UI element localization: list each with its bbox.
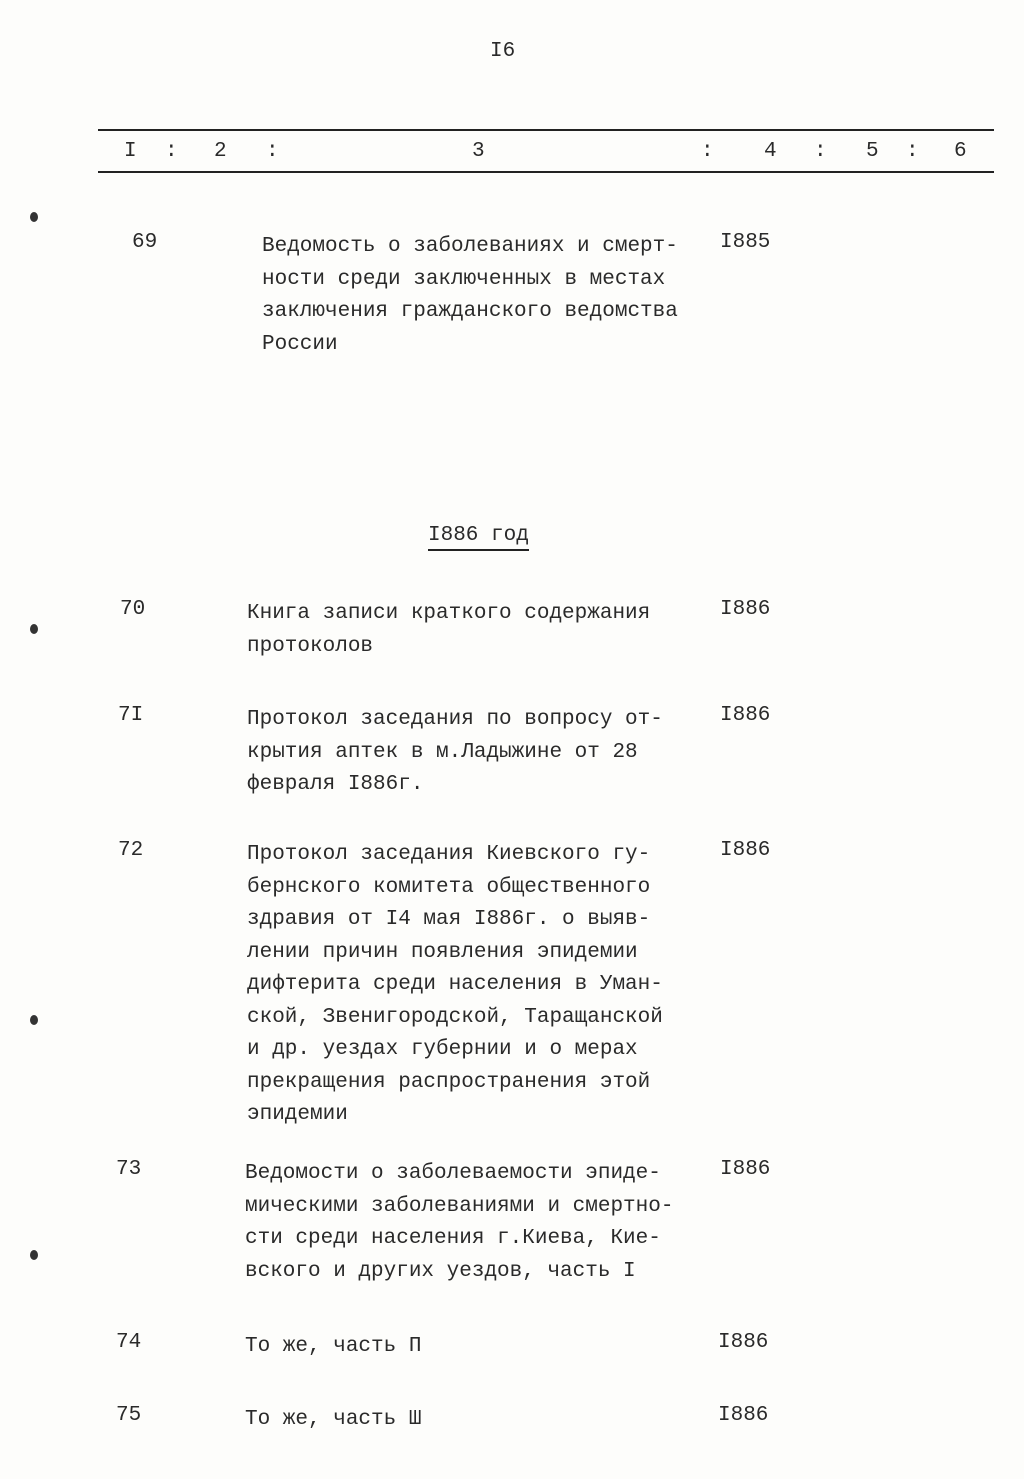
- header-sep: :: [814, 140, 827, 163]
- header-sep: :: [701, 140, 714, 163]
- entry-year: I886: [720, 704, 771, 727]
- header-sep: :: [266, 140, 279, 163]
- description-line: и др. уездах губернии и о мерах: [247, 1038, 638, 1061]
- entry-year: I886: [720, 598, 771, 621]
- entry-year: I886: [720, 839, 771, 862]
- description-line: бернского комитета общественного: [247, 875, 651, 899]
- entry-year: I885: [720, 231, 771, 254]
- entry-number: 69: [132, 231, 158, 254]
- description-line: Ведомости о заболеваемости эпиде-: [245, 1162, 661, 1185]
- description-line: Ведомость о заболеваниях и смерт-: [262, 235, 678, 258]
- description-line: Протокол заседания Киевского гу-: [247, 843, 651, 866]
- entry-year: I886: [720, 1158, 771, 1181]
- description-line: крытия аптек в м.Ладыжине от 28: [247, 740, 638, 764]
- entry-description: [262, 231, 678, 361]
- header-bottom-rule: [98, 171, 994, 173]
- entry-number: 73: [116, 1158, 142, 1181]
- binding-hole: [30, 1015, 38, 1025]
- entry-year: I886: [718, 1404, 769, 1427]
- entry-description: [247, 704, 663, 802]
- header-col-6: 6: [954, 140, 967, 163]
- header-sep: :: [906, 140, 919, 163]
- description-line: России: [262, 332, 338, 356]
- header-col-1: I: [124, 140, 137, 163]
- header-col-5: 5: [866, 140, 879, 163]
- description-line: вского и других уездов, часть I: [245, 1259, 636, 1283]
- description-line: То же, часть П: [245, 1335, 422, 1358]
- header-top-rule: [98, 129, 994, 131]
- entry-description: [245, 1331, 421, 1364]
- description-line: мическими заболеваниями и смертно-: [245, 1194, 674, 1218]
- description-line: протоколов: [247, 634, 374, 658]
- description-line: дифтерита среди населения в Уман-: [247, 973, 663, 996]
- header-col-4: 4: [764, 140, 777, 163]
- description-line: здравия от I4 мая I886г. о выяв-: [247, 908, 651, 931]
- description-line: ности среди заключенных в местах: [262, 267, 666, 291]
- entry-year: I886: [718, 1331, 769, 1354]
- header-col-2: 2: [214, 140, 227, 163]
- description-line: заключения гражданского ведомства: [262, 300, 678, 323]
- description-line: февраля I886г.: [247, 773, 424, 796]
- description-line: лении причин появления эпидемии: [247, 940, 638, 964]
- section-heading: I886 год: [428, 524, 529, 551]
- description-line: Протокол заседания по вопросу от-: [247, 708, 663, 731]
- page-number: I6: [490, 40, 516, 63]
- description-line: сти среди населения г.Киева, Кие-: [245, 1227, 661, 1250]
- description-line: Книга записи краткого содержания: [247, 602, 651, 625]
- entry-number: 74: [116, 1331, 142, 1354]
- binding-hole: [30, 624, 38, 634]
- description-line: прекращения распространения этой: [247, 1070, 651, 1094]
- entry-description: [247, 598, 650, 663]
- entry-number: 70: [120, 598, 146, 621]
- entry-number: 75: [116, 1404, 142, 1427]
- entry-description: [247, 839, 663, 1132]
- description-line: ской, Звенигородской, Таращанской: [247, 1005, 663, 1029]
- binding-hole: [30, 1250, 38, 1260]
- description-line: эпидемии: [247, 1103, 348, 1126]
- entry-description: [245, 1158, 673, 1288]
- header-col-3: 3: [472, 140, 485, 163]
- binding-hole: [30, 212, 38, 222]
- entry-number: 7I: [118, 704, 144, 727]
- entry-number: 72: [118, 839, 144, 862]
- description-line: То же, часть Ш: [245, 1408, 422, 1431]
- entry-description: [245, 1404, 421, 1437]
- header-sep: :: [165, 140, 178, 163]
